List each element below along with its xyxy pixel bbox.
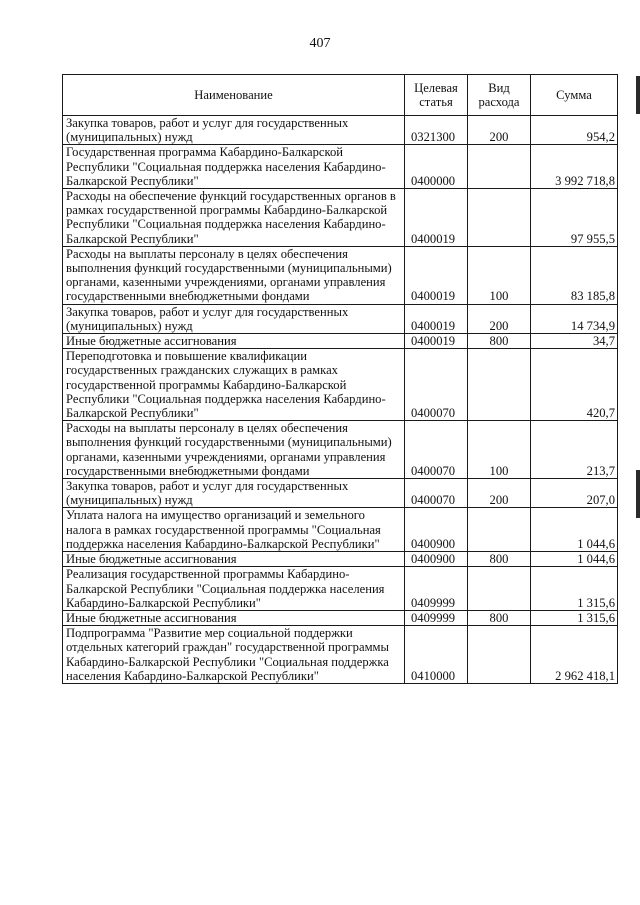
header-target-article: Целевая статья <box>405 75 468 116</box>
row-name: Подпрограмма "Развитие мер социальной поддержки отдельных категорий граждан" государственной программы Кабардино-Балкарской Республики "Социальная поддержка населения Кабардино-Балкарской Республики" <box>63 626 405 684</box>
row-target-article: 0409999 <box>405 567 468 611</box>
row-sum: 1 315,6 <box>531 610 618 625</box>
row-expense-type: 200 <box>468 116 531 145</box>
row-name: Иные бюджетные ассигнования <box>63 552 405 567</box>
row-target-article: 0400070 <box>405 421 468 479</box>
row-sum: 1 044,6 <box>531 508 618 552</box>
row-expense-type <box>468 626 531 684</box>
table-row <box>63 304 618 333</box>
row-target-article: 0400070 <box>405 479 468 508</box>
row-expense-type: 100 <box>468 246 531 304</box>
row-name: Реализация государственной программы Кабардино-Балкарской Республики "Социальная поддержка населения Кабардино-Балкарской Республики" <box>63 567 405 611</box>
scan-edge-mark <box>636 76 640 114</box>
row-name: Закупка товаров, работ и услуг для государственных (муниципальных) нужд <box>63 304 405 333</box>
row-target-article: 0400900 <box>405 508 468 552</box>
table-row <box>63 334 618 349</box>
table-row <box>63 145 618 189</box>
row-sum: 207,0 <box>531 479 618 508</box>
table-row <box>63 479 618 508</box>
scan-edge-mark <box>636 470 640 518</box>
row-sum: 1 315,6 <box>531 567 618 611</box>
table-row <box>63 610 618 625</box>
row-target-article: 0400019 <box>405 304 468 333</box>
header-sum: Сумма <box>531 75 618 116</box>
row-sum: 3 992 718,8 <box>531 145 618 189</box>
row-name: Иные бюджетные ассигнования <box>63 610 405 625</box>
row-name: Расходы на выплаты персоналу в целях обеспечения выполнения функций государственными (муниципальными) органами, казенными учреждениями, органами управления государственными внебюджетными фондами <box>63 246 405 304</box>
row-expense-type <box>468 145 531 189</box>
row-sum: 97 955,5 <box>531 189 618 247</box>
row-sum: 954,2 <box>531 116 618 145</box>
table-row <box>63 349 618 421</box>
row-expense-type <box>468 508 531 552</box>
page-number: 407 <box>309 36 331 51</box>
row-expense-type: 800 <box>468 552 531 567</box>
row-sum: 14 734,9 <box>531 304 618 333</box>
table-row <box>63 508 618 552</box>
row-expense-type: 200 <box>468 304 531 333</box>
row-name: Расходы на выплаты персоналу в целях обеспечения выполнения функций государственными (муниципальными) органами, казенными учреждениями, органами управления государственными внебюджетными фондами <box>63 421 405 479</box>
row-expense-type <box>468 349 531 421</box>
budget-table <box>62 74 618 684</box>
row-name: Закупка товаров, работ и услуг для государственных (муниципальных) нужд <box>63 479 405 508</box>
row-name: Расходы на обеспечение функций государственных органов в рамках государственной программы Кабардино-Балкарской Республики "Социальная поддержка населения Кабардино-Балкарской Республики" <box>63 189 405 247</box>
table-row <box>63 189 618 247</box>
row-expense-type: 800 <box>468 334 531 349</box>
row-target-article: 0400900 <box>405 552 468 567</box>
table-row <box>63 626 618 684</box>
table-row <box>63 246 618 304</box>
row-target-article: 0400019 <box>405 189 468 247</box>
row-target-article: 0321300 <box>405 116 468 145</box>
row-target-article: 0400019 <box>405 334 468 349</box>
table-row <box>63 421 618 479</box>
row-name: Переподготовка и повышение квалификации государственных гражданских служащих в рамках государственной программы Кабардино-Балкарской Республики "Социальная поддержка населения Кабардино-Балкарской Республики" <box>63 349 405 421</box>
row-expense-type: 100 <box>468 421 531 479</box>
row-sum: 2 962 418,1 <box>531 626 618 684</box>
row-sum: 1 044,6 <box>531 552 618 567</box>
row-name: Закупка товаров, работ и услуг для государственных (муниципальных) нужд <box>63 116 405 145</box>
table-row <box>63 567 618 611</box>
row-sum: 83 185,8 <box>531 246 618 304</box>
row-target-article: 0400000 <box>405 145 468 189</box>
row-name: Иные бюджетные ассигнования <box>63 334 405 349</box>
row-target-article: 0400019 <box>405 246 468 304</box>
table-header-row <box>63 75 618 116</box>
row-expense-type: 800 <box>468 610 531 625</box>
table-row <box>63 552 618 567</box>
row-target-article: 0409999 <box>405 610 468 625</box>
row-sum: 420,7 <box>531 349 618 421</box>
row-expense-type: 200 <box>468 479 531 508</box>
row-target-article: 0410000 <box>405 626 468 684</box>
row-expense-type <box>468 189 531 247</box>
header-expense-type: Вид расхода <box>468 75 531 116</box>
row-expense-type <box>468 567 531 611</box>
row-target-article: 0400070 <box>405 349 468 421</box>
table-row <box>63 116 618 145</box>
row-sum: 213,7 <box>531 421 618 479</box>
row-sum: 34,7 <box>531 334 618 349</box>
row-name: Уплата налога на имущество организаций и земельного налога в рамках государственной программы "Социальная поддержка населения Кабардино-Балкарской Республики" <box>63 508 405 552</box>
row-name: Государственная программа Кабардино-Балкарской Республики "Социальная поддержка населения Кабардино-Балкарской Республики" <box>63 145 405 189</box>
header-name: Наименование <box>63 75 405 116</box>
